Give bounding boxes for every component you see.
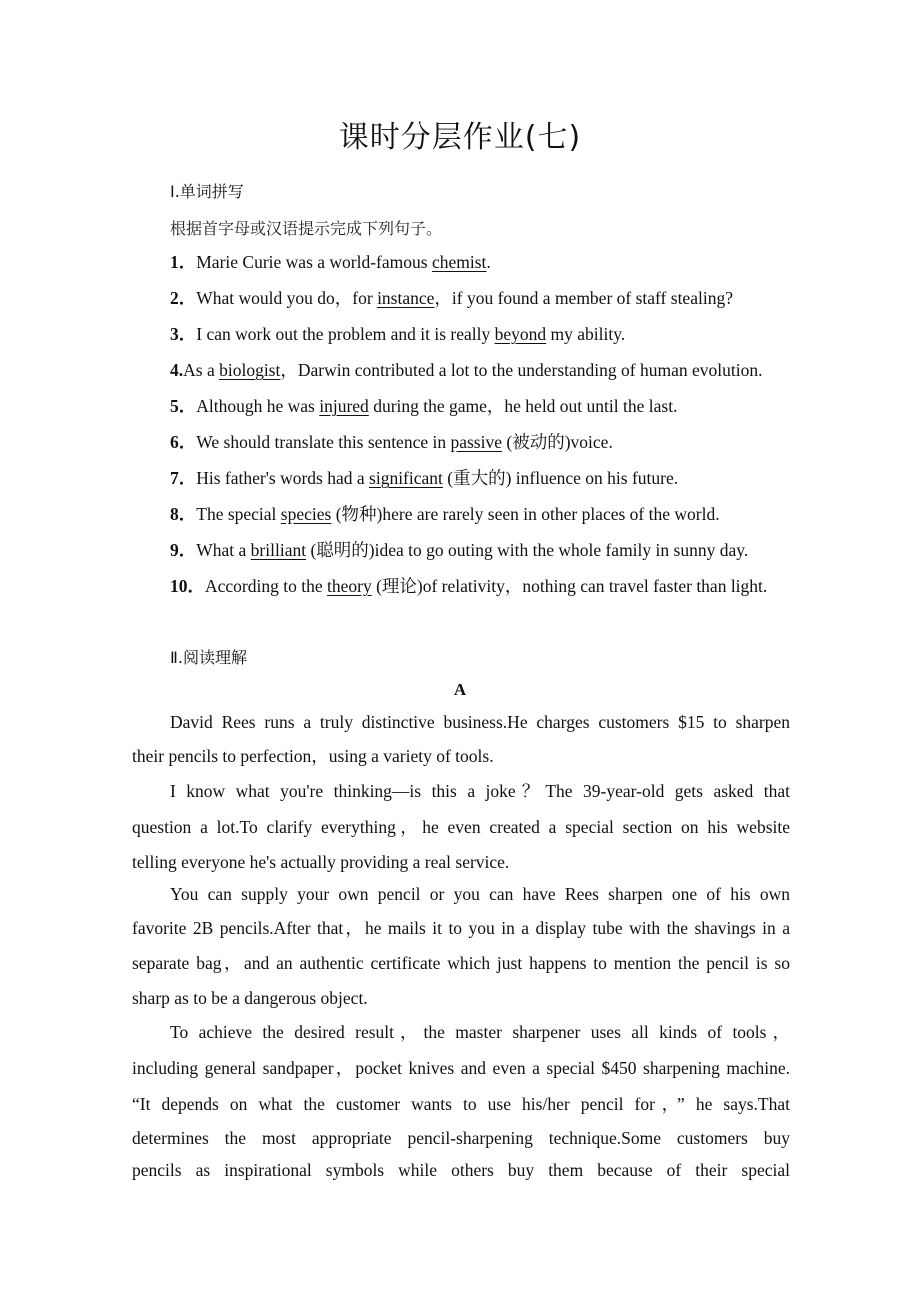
item-number: 4. (170, 360, 184, 380)
item-number: 9． (170, 540, 197, 560)
item-answer: theory (326, 576, 372, 596)
item-answer: biologist (219, 360, 281, 380)
item-text: (理论)of relativity，nothing can travel faster than light. (371, 576, 768, 596)
item-text: The special (196, 504, 281, 524)
item-number: 2． (170, 288, 197, 308)
passage-line: I know what you're thinking—is this a joke？The 39-year-old gets asked that (170, 781, 790, 801)
item-text: I can work out the problem and it is really (196, 324, 495, 344)
vocab-item (132, 533, 792, 568)
item-text: What a (196, 540, 251, 560)
item-number: 10． (170, 576, 205, 596)
item-text: my ability. (546, 324, 626, 344)
vocab-item (132, 245, 792, 280)
item-text: According to the (205, 576, 327, 596)
item-answer: species (280, 504, 332, 524)
item-text: (聪明的)idea to go outing with the whole family in sunny day. (306, 540, 749, 560)
item-text: . (486, 252, 491, 272)
page-title: 课时分层作业(七) (338, 120, 582, 155)
instruction: 根据首字母或汉语提示完成下列句子。 (170, 219, 443, 238)
vocab-item (132, 389, 792, 424)
item-text: As a (183, 360, 220, 380)
item-number: 7． (170, 468, 197, 488)
passage-line: pencils as inspirational symbols while others buy them because of their special (132, 1160, 790, 1180)
item-answer: significant (369, 468, 443, 488)
item-text: What would you do，for (196, 288, 378, 308)
item-answer: beyond (494, 324, 547, 344)
item-text: during the game，he held out until the last. (368, 396, 678, 416)
item-text: (物种)here are rarely seen in other places of the world. (331, 504, 720, 524)
passage-line: To achieve the desired result，the master sharpener uses all kinds of tools， (170, 1022, 790, 1042)
section-heading-vocabulary: Ⅰ.单词拼写 (170, 182, 244, 201)
passage-line: You can supply your own pencil or you can have Rees sharpen one of his own (170, 884, 790, 904)
item-answer: injured (319, 396, 369, 416)
section-heading-reading: Ⅱ.阅读理解 (170, 648, 247, 667)
passage-label: A (453, 680, 467, 699)
item-text: Marie Curie was a world-famous (196, 252, 432, 272)
item-text: (重大的) influence on his future. (442, 468, 679, 488)
passage-line: separate bag，and an authentic certificate which just happens to mention the pencil is so (132, 953, 790, 973)
item-text: ，if you found a member of staff stealing? (434, 288, 733, 308)
vocab-item (132, 461, 792, 496)
item-answer: brilliant (250, 540, 307, 560)
item-text: Although he was (196, 396, 320, 416)
passage-line: sharp as to be a dangerous object. (132, 988, 368, 1008)
item-answer: instance (377, 288, 435, 308)
item-number: 3． (170, 324, 197, 344)
passage-line: question a lot.To clarify everything，he even created a special section on his website (132, 817, 790, 837)
vocab-item (132, 569, 792, 604)
item-text: (被动的)voice. (502, 432, 613, 452)
item-number: 1． (170, 252, 197, 272)
vocab-item (132, 281, 792, 316)
item-answer: passive (450, 432, 503, 452)
item-answer: chemist (431, 252, 487, 272)
item-number: 6． (170, 432, 197, 452)
vocab-item (132, 497, 792, 532)
item-number: 5． (170, 396, 197, 416)
passage-line: “It depends on what the customer wants to use his/her pencil for，” he says.That (132, 1094, 790, 1114)
vocab-item (132, 317, 792, 352)
passage-line: determines the most appropriate pencil-sharpening technique.Some customers buy (132, 1128, 790, 1148)
item-text: We should translate this sentence in (196, 432, 451, 452)
passage-line: David Rees runs a truly distinctive business.He charges customers $15 to sharpen (170, 712, 790, 732)
vocab-item (132, 353, 792, 388)
item-text: His father's words had a (196, 468, 370, 488)
passage-line: favorite 2B pencils.After that，he mails it to you in a display tube with the shavings in a (132, 918, 790, 938)
item-number: 8． (170, 504, 197, 524)
passage-line: telling everyone he's actually providing a real service. (132, 852, 510, 872)
item-text: ，Darwin contributed a lot to the understanding of human evolution. (280, 360, 763, 380)
passage-line: including general sandpaper，pocket knives and even a special $450 sharpening machine. (132, 1058, 790, 1078)
vocab-item (132, 425, 792, 460)
passage-line: their pencils to perfection，using a variety of tools. (132, 746, 494, 766)
